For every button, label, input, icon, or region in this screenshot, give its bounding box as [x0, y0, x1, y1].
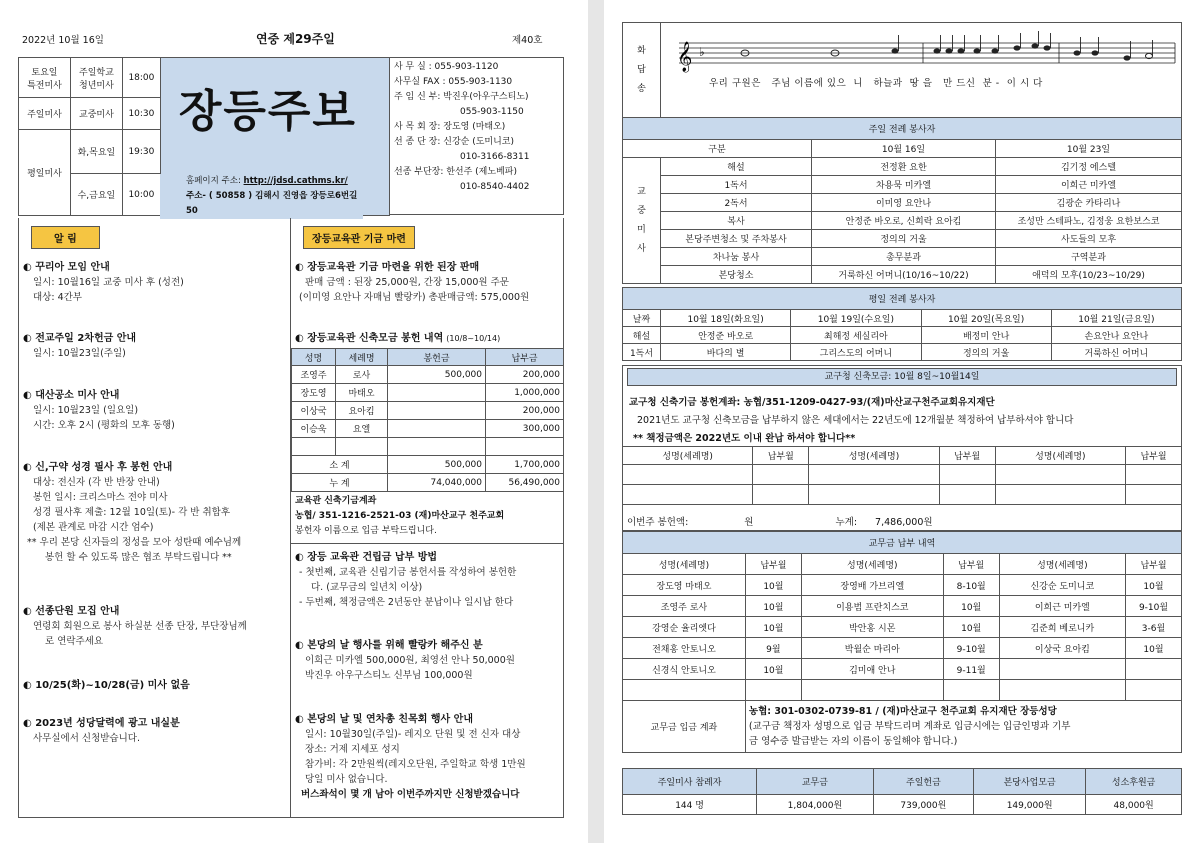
dues-account-label: 교무금 입금 계좌 — [623, 701, 746, 753]
table-row: 1독서 차용묵 미카엘 이희근 미카엘 — [623, 176, 1182, 194]
fund-sale: ◐ 장등교육관 기금 마련을 위한 된장 판매 판매 금액 : 된장 25,000원, 간장 15,000원 주문 (이미영 요안나 자매님 빨랑카) 총판매금액: 575,000원 — [295, 262, 530, 303]
liturgical-week: 연중 제29주일 — [256, 32, 335, 46]
diocese-deadline: ** 책정금액은 2022년도 이내 완납 하셔야 합니다** — [633, 433, 856, 444]
fund-tag: 장등교육관 기금 마련 — [303, 226, 415, 249]
fund-donations-heading: ◐ 장등교육관 신축모금 봉헌 내역 (10/8~10/14) — [295, 333, 501, 344]
bulletin-title: 장등주보 — [178, 86, 357, 137]
office-contacts: 사 무 실 : 055-903-1120 사무실 FAX : 055-903-1130 주 임 신 부: 박진우(아우구스티노) 055-903-1150 사 목 회 장: 장도영 (마태오) 선 종 단 장: 신강순 (도미니코) 010-3166-8311 선종 부단장: 한선주 (제노베파) 010-8540-4402 — [390, 57, 564, 215]
table-row: 장도영 마태오 1,000,000 — [292, 384, 564, 402]
svg-text:𝄞: 𝄞 — [677, 42, 693, 72]
diocese-note: 2021년도 교구청 신축모금을 납부하지 않은 세대에서는 22년도에 12개월분 책정하여 납부하셔야 합니다 — [637, 415, 1074, 426]
table-row: 본당주변청소 및 주차봉사 정의의 거울 사도들의 모후 — [623, 230, 1182, 248]
notice-7: ◐ 2023년 성당달력에 광고 내실분 사무실에서 신청받습니다. — [23, 718, 180, 744]
table-row: 복사 안정준 바오로, 신희락 요아킴 조성만 스테파노, 김정웅 요한보스코 — [623, 212, 1182, 230]
table-row: 이승욱 요엘 300,000 — [292, 420, 564, 438]
mass-sat: 토요일 특전미사 — [19, 58, 71, 98]
notice-3: ◐ 대산공소 미사 안내 일시: 10월23일 (일요일) 시간: 오후 2시 (평화의 모후 동행) — [23, 390, 175, 431]
table-row: 이상국 요아킴 200,000 — [292, 402, 564, 420]
mass-sat-sub: 주일학교 청년미사 — [70, 58, 122, 98]
weekday-servers-table: 평일 전례 봉사자 날짜 10월 18일(화요일) 10월 19일(수요일) 10월 20일(목요일) 10월 21일(금요일) 해설 안정준 바오로 최해정 세실리아 배정미 안나 손요안나 요안나 1독서 바다의 별 그리스도의 어머니 정의의 거울 거룩하신 어머니 — [622, 287, 1182, 361]
music-staff — [665, 31, 1180, 101]
table-row: 차나눔 봉사 총무분과 구역분과 — [623, 248, 1182, 266]
mass-sat-time: 18:00 — [122, 58, 160, 98]
mass-sun: 주일미사 — [19, 98, 71, 130]
table-row: 조영주 로사 10월 이용범 프란치스코 10월 이희근 미카엘 9-10월 — [623, 596, 1182, 617]
page-left — [0, 0, 588, 843]
psalm-box — [622, 22, 1182, 118]
homepage-info: 홈페이지 주소: http://jdsd.cathms.kr/ 주소- ( 50858 ) 김해시 진영읍 장등로6번길50 — [160, 174, 363, 219]
diocese-account: 교구청 신축기금 봉헌계좌: 농협/351-1209-0427-93/(재)마산교구천주교회유지재단 — [629, 397, 995, 408]
table-row: 해설 안정준 바오로 최해정 세실리아 배정미 안나 손요안나 요안나 — [623, 327, 1182, 344]
table-row: 교 중 미 사 해설 전정환 요한 김기정 에스텔 — [623, 158, 1182, 176]
side-label: 교 중 미 사 — [623, 158, 661, 284]
table-row: 본당청소 거룩하신 어머니(10/16~10/22) 애덕의 모후(10/23~10/29) — [623, 266, 1182, 284]
mass-wd1-time: 19:30 — [122, 130, 160, 174]
table-row: 신경식 안토니오 10월 김미애 안나 9-11월 — [623, 659, 1182, 680]
notice-2: ◐ 전교주일 2차헌금 안내 일시: 10월23일(주일) — [23, 333, 137, 359]
notice-1: ◐ 꾸리아 모임 안내 일시: 10월16일 교중 미사 후 (성전) 대상: 4간부 — [23, 262, 184, 303]
notice-5: ◐ 선종단원 모집 안내 연령회 회원으로 봉사 하실분 선종 단장, 부단장님께 로 연락주세요 — [23, 606, 247, 647]
notices-tag: 알 림 — [31, 226, 100, 249]
notices-column — [18, 218, 291, 818]
address: 주소- ( 50858 ) 김해시 진영읍 장등로6번길50 — [186, 191, 358, 216]
dues-table: 교무금 납부 내역 성명(세례명) 납부월 성명(세례명) 납부월 성명(세례명) 납부월 장도영 마태오 10월 장영배 가브리엘 8-10월 신강순 도미니코 10월 조영주 로사 10월 이용범 프란치스코 10월 이희근 미카엘 9-10월 강영순 율리엣다 10월 박안홍 시몬 10월 김준희 베로니카 3-6월 전채홍 안토니오 9월 박월순 마리아 9-10월 이상국 요아킴 10월 신경식 안토니오 10월 김미애 안나 9-11월 교무금 입금 계좌 농협: 301-0302-0739-81 / (재)마산교구 천주교회 유지재단 장등성당 (교구금 책정자 성명으로 입금 부탁드리며 계좌로 입금시에는 입금인명과 기부 금 영수증 발급받는 자의 이름이 동일해야 합니다.) — [622, 531, 1182, 753]
mass-weekday: 평일미사 — [19, 130, 71, 216]
psalm-lyrics: 우리 구원은 주님 이름에 있으 니 하늘과 땅 을 만 드신 분 - 이 시 다 — [709, 78, 1043, 89]
mass-wd1: 화,목요일 — [70, 130, 122, 174]
diocese-table: 성명(세례명) 납부월 성명(세례명) 납부월 성명(세례명) 납부월 — [622, 446, 1182, 505]
parish-day: ◐ 본당의 날 및 연차총 친목회 행사 안내 일시: 10월30일(주일)- 레지오 단원 및 전 신자 대상 장소: 거제 지세포 성지 참가비: 각 2만원씩(레지오단원, 주일학교 학생 1만원 당일 미사 없습니다. 버스좌석이 몇 개 남아 이번주까지만 신청받겠습니다 — [295, 714, 526, 800]
fund-account: 교육관 신축기금계좌 농협/ 351-1216-2521-03 (재)마산교구 천주교회 봉헌자 이름으로 입금 부탁드립니다. — [295, 496, 505, 536]
fund-column — [291, 218, 564, 818]
diocese-title: 교구청 신축모금: 10월 8일~10월14일 — [627, 368, 1177, 386]
palanca: ◐ 본당의 날 행사를 위해 빨랑카 해주신 분 이희근 미카엘 500,000원, 최영선 안나 50,000원 박진우 아우구스티노 신부님 100,000원 — [295, 640, 515, 681]
diocese-section — [622, 365, 1182, 531]
mass-sun-sub: 교중미사 — [70, 98, 122, 130]
table-row: 조영주 로사 500,000 200,000 — [292, 366, 564, 384]
notice-4: ◐ 신,구약 성경 필사 후 봉헌 안내 대상: 전신자 (각 반 반장 안내) 봉헌 일시: 크리스마스 전야 미사 성경 필사후 제출: 12월 10일(토)- 각 반 취합후 (제본 관계로 마감 시간 엄수) ** 우리 본당 신자들의 정성을 모아 성탄때 예수님께 봉헌 할 수 있도록 많은 협조 부탁드립니다 ** — [23, 462, 242, 563]
mass-sun-time: 10:30 — [122, 98, 160, 130]
sunday-servers-table: 주일 전례 봉사자 구분 10월 16일 10월 23일 교 중 미 사 해설 전정환 요한 김기정 에스텔 1독서 차용묵 미카엘 이희근 미카엘 2독서 이미영 요안나 김광순 카타리나 복사 안정준 바오로, 신희락 요아킴 조성만 스테파노, 김정웅 요한보스코 본당주변청소 및 주차봉사 정의의 거울 사도들의 모후 차나눔 봉사 총무분과 구역분과 본당청소 거룩하신 어머니(10/16~10/22) 애덕의 모후(10/23~10/29) — [622, 117, 1182, 284]
svg-text:♭: ♭ — [699, 45, 705, 59]
dues-account: 농협: 301-0302-0739-81 / (재)마산교구 천주교회 유지재단 장등성당 (교구금 책정자 성명으로 입금 부탁드리며 계좌로 입금시에는 입금인명과 기부 금 영수증 발급받는 자의 이름이 동일해야 합니다.) — [745, 701, 1181, 753]
psalm-score — [661, 23, 1182, 118]
table-row: 전채홍 안토니오 9월 박월순 마리아 9-10월 이상국 요아킴 10월 — [623, 638, 1182, 659]
homepage-link[interactable]: http://jdsd.cathms.kr/ — [243, 176, 348, 186]
page-right — [604, 0, 1200, 843]
table-row: 장도영 마태오 10월 장영배 가브리엘 8-10월 신강순 도미니코 10월 — [623, 575, 1182, 596]
table-row: 강영순 율리엣다 10월 박안홍 시몬 10월 김준희 베로니카 3-6월 — [623, 617, 1182, 638]
notice-6: ◐ 10/25(화)~10/28(금) 미사 없음 — [23, 680, 190, 691]
table-row: 2독서 이미영 요안나 김광순 카타리나 — [623, 194, 1182, 212]
bulletin-date: 2022년 10월 16일 — [22, 35, 104, 46]
fund-table: 성명 세례명 봉헌금 납부금 조영주 로사 500,000 200,000 장도영 마태오 1,000,000 이상국 요아킴 200,000 이승욱 요엘 300,000 소 계 500,000 1,700,000 누 계 74,040,000 56,490,000 — [291, 348, 564, 492]
issue-number: 제40호 — [512, 35, 543, 46]
diocese-weekly: 이번주 봉헌액: 원 누계: 7,486,000원 — [627, 517, 933, 528]
psalm-label: 화 답 송 — [623, 23, 661, 118]
mass-wd2-time: 10:00 — [122, 174, 160, 216]
table-row: 1독서 바다의 별 그리스도의 어머니 정의의 거울 거룩하신 어머니 — [623, 344, 1182, 361]
summary-table: 주일미사 참례자 교무금 주일헌금 본당사업모금 성소후원금 144 명 1,804,000원 739,000원 149,000원 48,000원 — [622, 768, 1182, 815]
mass-wd2: 수,금요일 — [70, 174, 122, 216]
fund-method: ◐ 장등 교육관 건립금 납부 방법 - 첫번째, 교육관 신립기금 봉헌서를 작성하여 봉헌한 다. (교무금의 일년치 이상) - 두번째, 책정금액은 2년동안 분납이나 일시납 한다 — [295, 552, 517, 608]
